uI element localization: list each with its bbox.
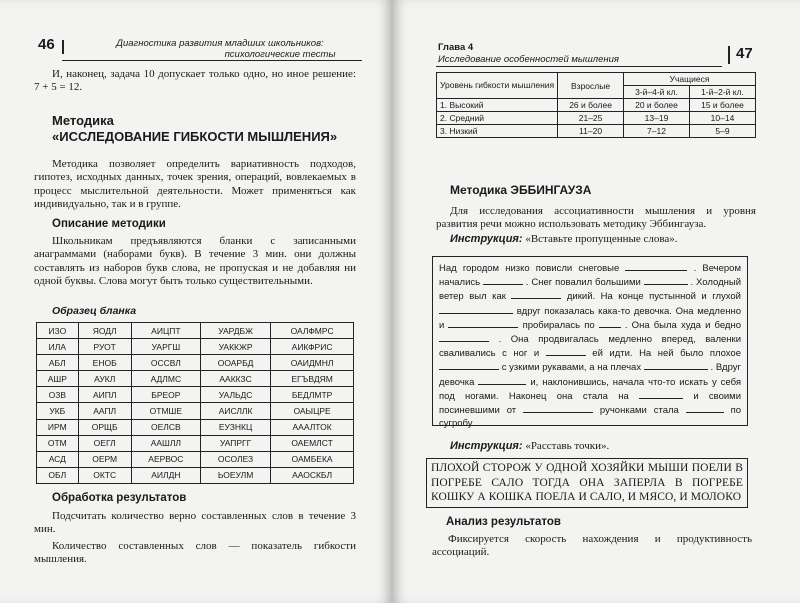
anagram-table: [36, 322, 354, 484]
anagram-cell: ЕНОБ: [78, 355, 131, 371]
anagram-cell: ИЛА: [37, 339, 79, 355]
results-cell: 7–12: [624, 125, 690, 138]
anagram-cell: ОРЩБ: [78, 419, 131, 435]
anagram-cell: ААПЛ: [78, 403, 131, 419]
table-row: [37, 403, 354, 419]
anagram-cell: УАЛЬДС: [200, 387, 270, 403]
story-fragment: . Снег повалил большими: [525, 277, 644, 289]
left-page: [0, 0, 392, 603]
header-rule: [62, 60, 362, 61]
anagram-cell: ОАЛФМРС: [271, 323, 354, 339]
blank-field[interactable]: [439, 360, 499, 370]
anagram-cell: ОАИДМНЛ: [271, 355, 354, 371]
table-row: [37, 419, 354, 435]
blank-field[interactable]: [478, 375, 526, 385]
story-fragment: и своими посиневшими от: [439, 390, 742, 417]
story-box: [432, 256, 748, 430]
table-row: [37, 435, 354, 451]
page-number: 46: [38, 36, 55, 53]
anagram-cell: УАРГШ: [131, 339, 200, 355]
intro-text: И, наконец, задача 10 допускает только одно, но иное решение: 7 + 5 = 12.: [34, 68, 356, 94]
anagram-cell: ОССВЛ: [131, 355, 200, 371]
method-title: «ИССЛЕДОВАНИЕ ГИБКОСТИ МЫШЛЕНИЯ»: [52, 129, 338, 144]
story-fragment: и, наклонившись, начала что-то искать у себя под ногами. Наконец она стала на: [439, 376, 741, 402]
story-fragment: . Вечером начались: [439, 263, 741, 289]
anagram-cell: АААЛТОК: [271, 419, 354, 435]
table-row: [37, 467, 354, 483]
anagram-cell: АИЦПТ: [131, 323, 200, 339]
results-cell: 11–20: [558, 125, 624, 138]
results-cell: 20 и более: [624, 99, 690, 112]
story-fragment: с узкими рукавами, а на плечах: [501, 362, 644, 374]
instruction-2-label: Инструкция:: [450, 440, 523, 452]
anagram-cell: ООАРБД: [200, 355, 270, 371]
dots-box: [426, 458, 748, 508]
table-row: [37, 451, 354, 467]
anagram-cell: ИЗО: [37, 323, 79, 339]
running-header-line2: психологические тесты: [224, 49, 336, 60]
results-cell: 1. Высокий: [437, 99, 558, 112]
anagram-cell: ОТМ: [37, 435, 79, 451]
blank-field[interactable]: [644, 275, 688, 285]
anagram-cell: АУКЛ: [78, 371, 131, 387]
anagram-cell: УАРДБЖ: [200, 323, 270, 339]
anagram-cell: ЬОЕУЛМ: [200, 467, 270, 483]
header-students: Учащиеся: [624, 73, 756, 86]
anagram-cell: ОАМБЕКА: [271, 451, 354, 467]
anagram-cell: АБЛ: [37, 355, 79, 371]
anagram-cell: БРЕОР: [131, 387, 200, 403]
method-label: Методика: [52, 113, 114, 128]
processing-paragraph-2: Количество составленных слов — показатель гибкости мышления.: [34, 540, 356, 566]
results-table: [436, 72, 756, 138]
anagram-cell: ОЕЛСВ: [131, 419, 200, 435]
header-adults: Взрослые: [558, 73, 624, 99]
anagram-cell: ОСОЛЕЗ: [200, 451, 270, 467]
dots-text: ПЛОХОЙ СТОРОЖ У ОДНОЙ ХОЗЯЙКИ МЫШИ ПОЕЛИ В ПОГРЕБЕ САЛО ТОГДА ОНА ЗАПЕРЛА В ПОГРЕБЕ КОШКУ А КОШКА ПОЕЛА И САЛО, И МЯСО, И МОЛОКО: [431, 462, 743, 503]
right-page: [392, 0, 800, 603]
results-cell: 21–25: [558, 112, 624, 125]
results-cell: 5–9: [689, 125, 755, 138]
anagram-cell: УАПРГГ: [200, 435, 270, 451]
results-cell: 15 и более: [689, 99, 755, 112]
description-paragraph: Школьникам предъявляются бланки с записанными анаграммами (наборами букв). В течение 3 мин. они должны составлять из наборов букв слова, не пропуская и не добавляя ни одной буквы. Слова могут быть только существительными.: [34, 235, 356, 288]
story-text: [439, 261, 741, 430]
blank-field[interactable]: [439, 304, 513, 314]
header-level: Уровень гибкости мышления: [437, 73, 558, 99]
story-fragment: вдруг показалась кака-то девочка. Она медленно и: [439, 305, 742, 331]
header-grades-34: 3-й–4-й кл.: [624, 86, 690, 99]
anagram-cell: АШР: [37, 371, 79, 387]
instruction-1-text: «Вставьте пропущенные слова».: [525, 233, 678, 245]
ebbinghaus-title: Методика ЭББИНГАУЗА: [450, 183, 592, 197]
story-fragment: . Она продвигалась медленно вперед, валенки сваливались с ног и: [439, 334, 742, 360]
processing-paragraph-1: Подсчитать количество верно составленных слов в течение 3 мин.: [34, 510, 356, 536]
ebbinghaus-paragraph: Для исследования ассоциативности мышления и уровня развития речи можно использовать методику Эббингауза.: [436, 205, 756, 231]
header-rule: [436, 66, 722, 67]
anagram-cell: ЯОДЛ: [78, 323, 131, 339]
sample-heading: Образец бланка: [52, 305, 137, 317]
anagram-cell: УАККЖР: [200, 339, 270, 355]
anagram-cell: АЕРВОС: [131, 451, 200, 467]
results-cell: 2. Средний: [437, 112, 558, 125]
anagram-cell: ЕУЗНКЦ: [200, 419, 270, 435]
instruction-2-text: «Расставь точки».: [525, 440, 610, 452]
anagram-cell: АДЛМС: [131, 371, 200, 387]
anagram-cell: ЕГЪВДЯМ: [271, 371, 354, 387]
story-fragment: по сугробу.: [439, 405, 742, 430]
blank-field[interactable]: [686, 403, 724, 413]
anagram-cell: ОЕГЛ: [78, 435, 131, 451]
anagram-cell: АИПЛ: [78, 387, 131, 403]
blank-field[interactable]: [448, 318, 518, 328]
blank-field[interactable]: [483, 275, 523, 285]
anagram-cell: АИЛДН: [131, 467, 200, 483]
anagram-cell: ААОСКБЛ: [271, 467, 354, 483]
anagram-cell: ОАЫЦРЕ: [271, 403, 354, 419]
story-fragment: . Вдруг девочка: [439, 362, 741, 388]
results-cell: 3. Низкий: [437, 125, 558, 138]
anagram-cell: ОЗВ: [37, 387, 79, 403]
table-row: [37, 371, 354, 387]
instruction-2: [450, 440, 609, 453]
header-divider: [728, 46, 730, 64]
page-number: 47: [736, 45, 753, 62]
anagram-cell: ОЕРМ: [78, 451, 131, 467]
table-row: [437, 99, 756, 112]
description-heading: Описание методики: [52, 218, 166, 230]
table-row: [37, 323, 354, 339]
results-cell: 26 и более: [558, 99, 624, 112]
running-header-line1: Диагностика развития младших школьников:: [116, 38, 324, 49]
anagram-cell: РУОТ: [78, 339, 131, 355]
story-fragment: Над городом низко повисли снеговые: [439, 263, 626, 274]
blank-field[interactable]: [625, 261, 687, 271]
anagram-cell: ОАЕМЛСТ: [271, 435, 354, 451]
table-row: [37, 355, 354, 371]
header-grades-12: 1-й–2-й кл.: [689, 86, 755, 99]
blank-field[interactable]: [511, 289, 561, 299]
anagram-cell: АИКФРИС: [271, 339, 354, 355]
story-fragment: пробиралась по: [522, 319, 599, 331]
header-divider: [62, 40, 64, 54]
results-cell: 13–19: [624, 112, 690, 125]
table-row: [37, 387, 354, 403]
anagram-cell: ИРМ: [37, 419, 79, 435]
story-fragment: ручонками стала: [599, 405, 686, 417]
story-fragment: . Холодный ветер выл как: [439, 277, 742, 303]
blank-field[interactable]: [546, 346, 586, 356]
anagram-cell: ОКТС: [78, 467, 131, 483]
anagram-cell: АСД: [37, 451, 79, 467]
story-fragment: ей идти. На ней было плохое: [592, 348, 741, 360]
instruction-1-label: Инструкция:: [450, 233, 523, 245]
story-fragment: дикий. На конце пустынной и глухой: [566, 291, 741, 303]
table-row: [437, 125, 756, 138]
analysis-heading: Анализ результатов: [446, 516, 561, 528]
table-row: [37, 339, 354, 355]
analysis-paragraph: Фиксируется скорость нахождения и продуктивность ассоциаций.: [432, 533, 752, 559]
anagram-cell: ААККЗС: [200, 371, 270, 387]
anagram-cell: УКБ: [37, 403, 79, 419]
anagram-cell: БЕДЛМТР: [271, 387, 354, 403]
anagram-cell: ААШЛЛ: [131, 435, 200, 451]
anagram-cell: АИСЛЛК: [200, 403, 270, 419]
running-header: [75, 38, 365, 60]
blank-field[interactable]: [644, 360, 708, 370]
blank-field[interactable]: [639, 389, 683, 399]
anagram-cell: ОТМШЕ: [131, 403, 200, 419]
results-cell: 10–14: [689, 112, 755, 125]
instruction-1: [450, 233, 678, 246]
method-paragraph: Методика позволяет определить вариативность подходов, гипотез, исходных данных, точек зрения, операций, вовлекаемых в процесс мыслительной деятельности. Может применяться как индивидуально, так и в группе.: [34, 158, 356, 211]
story-fragment: . Она была худа и бедно: [624, 319, 741, 331]
running-header: Исследование особенностей мышления: [438, 54, 620, 65]
blank-field[interactable]: [439, 332, 489, 342]
anagram-cell: ОБЛ: [37, 467, 79, 483]
blank-field[interactable]: [523, 403, 593, 413]
blank-field[interactable]: [599, 318, 621, 328]
chapter-label: Глава 4: [438, 42, 474, 53]
processing-heading: Обработка результатов: [52, 492, 187, 504]
table-row: [437, 112, 756, 125]
